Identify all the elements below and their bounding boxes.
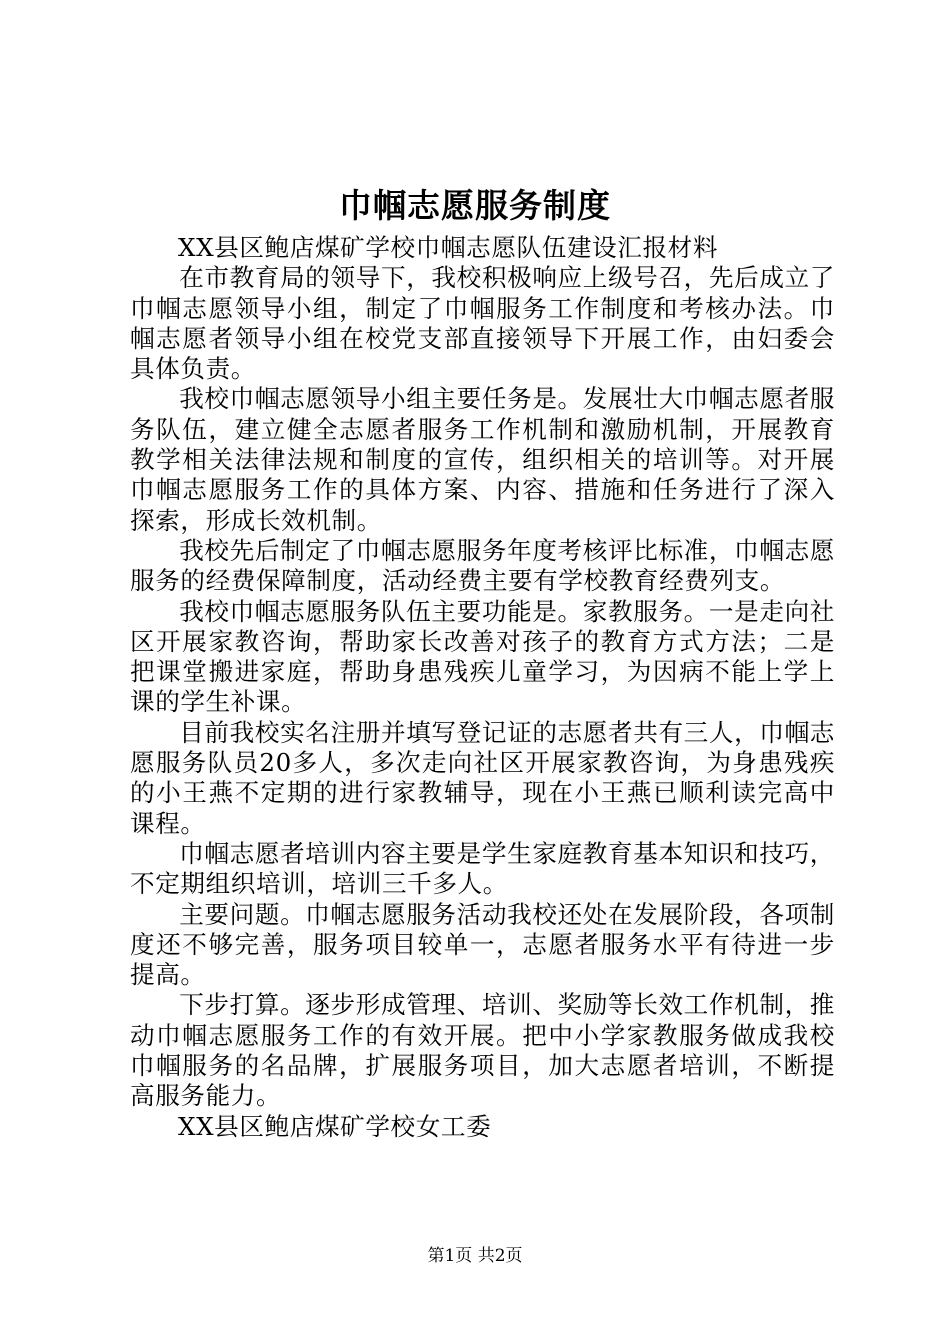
paragraph-1: 在市教育局的领导下，我校积极响应上级号召，先后成立了巾帼志愿领导小组，制定了巾帼服务工作制度和考核办法。巾帼志愿者领导小组在校党支部直接领导下开展工作，由妇委会具体负责。	[130, 263, 835, 384]
paragraph-6: 巾帼志愿者培训内容主要是学生家庭教育基本知识和技巧，不定期组织培训，培训三千多人。	[130, 838, 835, 899]
page-title: 巾帼志愿服务制度	[339, 186, 611, 225]
document-signature: XX县区鲍店煤矿学校女工委	[177, 1111, 492, 1141]
document-body	[130, 233, 835, 1142]
paragraph-7: 主要问题。巾帼志愿服务活动我校还处在发展阶段，各项制度还不够完善，服务项目较单一，志愿者服务水平有待进一步提高。	[130, 899, 835, 990]
page-footer: 第1页 共2页	[427, 1246, 523, 1266]
paragraph-8: 下步打算。逐步形成管理、培训、奖励等长效工作机制，推动巾帼志愿服务工作的有效开展。把中小学家教服务做成我校巾帼服务的名品牌，扩展服务项目，加大志愿者培训，不断提高服务能力。	[130, 990, 835, 1111]
paragraph-2: 我校巾帼志愿领导小组主要任务是。发展壮大巾帼志愿者服务队伍，建立健全志愿者服务工作机制和激励机制，开展教育教学相关法律法规和制度的宣传，组织相关的培训等。对开展巾帼志愿服务工作的具体方案、内容、措施和任务进行了深入探索，形成长效机制。	[130, 384, 835, 535]
paragraph-5: 目前我校实名注册并填写登记证的志愿者共有三人，巾帼志愿服务队员20多人，多次走向社区开展家教咨询，为身患残疾的小王燕不定期的进行家教辅导，现在小王燕已顺利读完高中课程。	[130, 717, 835, 838]
paragraph-4: 我校巾帼志愿服务队伍主要功能是。家教服务。一是走向社区开展家教咨询，帮助家长改善对孩子的教育方式方法；二是把课堂搬进家庭，帮助身患残疾儿童学习，为因病不能上学上课的学生补课。	[130, 596, 835, 717]
document-subtitle: XX县区鲍店煤矿学校巾帼志愿队伍建设汇报材料	[177, 233, 719, 262]
paragraph-3: 我校先后制定了巾帼志愿服务年度考核评比标准，巾帼志愿服务的经费保障制度，活动经费主要有学校教育经费列支。	[130, 535, 835, 596]
